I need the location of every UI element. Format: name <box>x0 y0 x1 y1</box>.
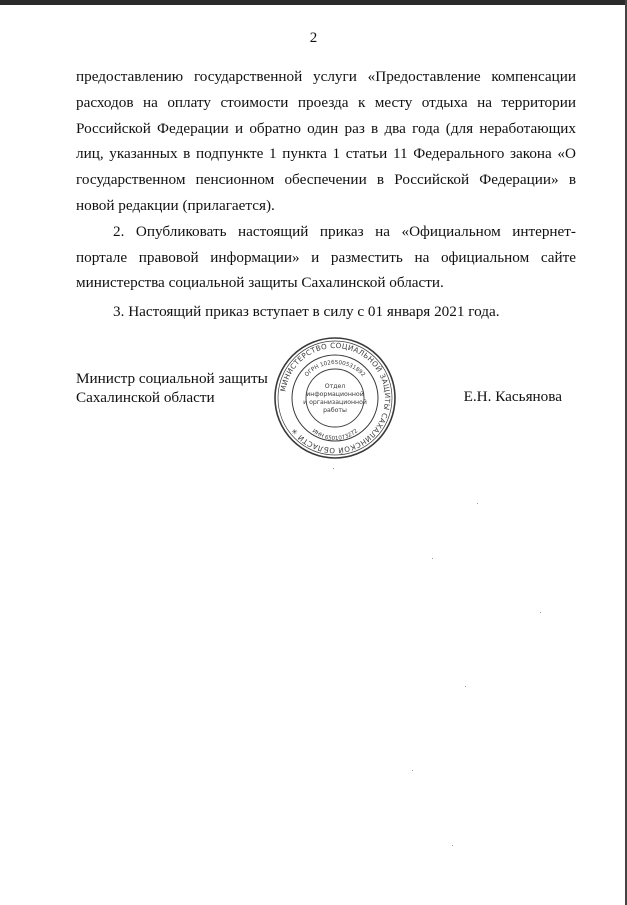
stamp-ring-text: МИНИСТЕРСТВО СОЦИАЛЬНОЙ ЗАЩИТЫ САХАЛИНСКОЙ ОБЛАСТИ ✳ <box>278 340 393 456</box>
scan-speck <box>432 558 433 559</box>
stamp-inn: ИНН 6501073272 <box>310 428 360 443</box>
stamp-center-line3: и организационной <box>303 399 367 406</box>
scan-speck <box>465 686 466 687</box>
scan-speck <box>412 770 413 771</box>
scan-speck <box>540 612 541 613</box>
paragraph-continued: предоставлению государственной услуги «Предоставление компенсации расходов на оплату стоимости проезда к месту отдыха на территории Российской Федерации и обратно один раз в два года (для неработающих лиц, указанных в подпункте 1 пункта 1 статьи 11 Федерального закона «О государственном пенсионном обеспечении в Российской Федерации» в новой редакции (прилагается). <box>76 68 576 214</box>
stamp-ogrn: ОГРН 1026500531892 <box>304 359 366 379</box>
signature-block <box>76 340 576 479</box>
scan-top-edge <box>0 0 627 5</box>
stamp-center-line4: работы <box>323 407 347 414</box>
scan-speck <box>477 503 478 504</box>
page-number: 2 <box>309 30 318 46</box>
signatory-title-line1: Министр социальной защиты <box>76 370 268 387</box>
scan-speck <box>333 468 334 469</box>
signatory-title-line2: Сахалинской области <box>76 389 215 406</box>
stamp-inner-ring <box>306 369 364 427</box>
scan-speck <box>452 845 453 846</box>
paragraph-item-3: 3. Настоящий приказ вступает в силу с 01 января 2021 года. <box>113 303 500 321</box>
paragraph-item-2: 2. Опубликовать настоящий приказ на «Официальном интернет-портале правовой информации» и разместить на официальном сайте министерства социальной защиты Сахалинской области. <box>76 222 576 292</box>
signatory-name: Е.Н. Касьянова <box>463 388 562 405</box>
stamp-center-line2: информационной <box>306 391 364 398</box>
stamp-center <box>303 383 367 414</box>
official-stamp <box>272 335 398 461</box>
document-body <box>76 64 576 325</box>
stamp-center-line1: Отдел <box>324 383 346 390</box>
signatory-title <box>76 369 268 407</box>
stamp-middle-ring <box>292 355 378 441</box>
